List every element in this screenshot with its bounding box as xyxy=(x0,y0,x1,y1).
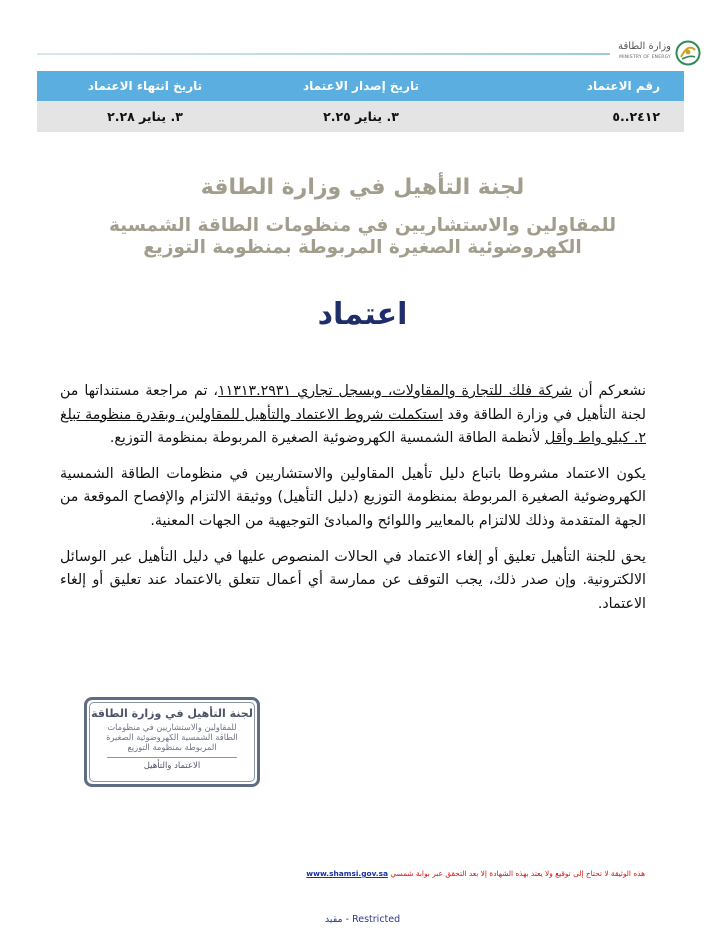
committee-stamp xyxy=(84,697,260,787)
header-accreditation-number: رقم الاعتماد xyxy=(469,71,684,101)
ministry-emblem-icon xyxy=(675,40,701,66)
document-body xyxy=(60,380,646,628)
table-header-row xyxy=(37,71,684,101)
issue-date: ٣. يناير ٢.٢٥ xyxy=(253,101,469,132)
stamp-subtitle: للمقاولين والاستشاريين في منظومات الطاقة الشمسية الكهروضوئية الصغيرة المربوطة بمنظومة التوزيع xyxy=(106,722,238,752)
header-expiry-date: تاريخ انتهاء الاعتماد xyxy=(37,71,253,101)
header-divider xyxy=(37,53,610,55)
paragraph-1 xyxy=(60,380,646,451)
document-title: اعتماد xyxy=(317,297,408,332)
stamp-department: الاعتماد والتأهيل xyxy=(143,761,201,771)
stamp-divider xyxy=(107,757,237,758)
header-issue-date: تاريخ إصدار الاعتماد xyxy=(253,71,469,101)
committee-title: لجنة التأهيل في وزارة الطاقة xyxy=(200,175,525,200)
stamp-title: لجنة التأهيل في وزارة الطاقة xyxy=(91,707,253,720)
accreditation-number: ٢٤١٢..٥ xyxy=(469,101,684,132)
accreditation-info-table xyxy=(37,71,684,132)
ministry-logo xyxy=(591,38,701,68)
p1-text-2: ، تم مراجعة مستنداتها من لجنة التأهيل في وزارة الطاقة وقد xyxy=(60,383,646,423)
shamsi-portal-link[interactable]: www.shamsi.gov.sa xyxy=(306,869,388,878)
ministry-name-ar: وزارة الطاقة xyxy=(618,41,671,52)
classification-label: مقيد - Restricted xyxy=(324,914,401,925)
accreditation-conditions: استكملت شروط الاعتماد والتأهيل للمقاولين، وبقدرة منظومة تبلغ ٢. كيلو واط وأقل xyxy=(60,406,646,447)
paragraph-2: يكون الاعتماد مشروطا باتباع دليل تأهيل المقاولين والاستشاريين في منظومات الطاقة الشمسية الكهروضوئية الصغيرة المربوطة بمنظومة التوزيع (دليل التأهيل) ووثيقة الالتزام والإفصاح الموقعة من الجهة المتقدمة وذلك للالتزام بالمعايير واللوائح والمبادئ التوجيهية من الجهات المعنية. xyxy=(60,465,646,529)
paragraph-3: يحق للجنة التأهيل تعليق أو إلغاء الاعتماد في الحالات المنصوص عليها في دليل التأهيل عبر الوسائل الالكترونية. وإن صدر ذلك، يجب التوقف عن ممارسة أي أعمال تتعلق بالاعتماد عند تعليق أو إلغاء الاعتماد. xyxy=(60,548,646,612)
p1-text-1: نشعركم أن xyxy=(572,383,646,399)
table-row xyxy=(37,101,684,132)
expiry-date: ٣. يناير ٢.٢٨ xyxy=(37,101,253,132)
verification-note xyxy=(306,869,645,878)
p1-text-3: لأنظمة الطاقة الشمسية الكهروضوئية الصغيرة المربوطة بمنظومة التوزيع. xyxy=(109,430,546,447)
verification-text: هذه الوثيقة لا تحتاج إلى توقيع ولا يعتد بهذه الشهادة إلا بعد التحقق عبر بوابة شمسي xyxy=(390,869,645,878)
company-name: شركة فلك للتجارة والمقاولات، وبسجل تجاري ١١٣١٣.٢٩٣١ xyxy=(218,383,573,399)
ministry-name-en: MINISTRY OF ENERGY xyxy=(619,55,671,60)
committee-subtitle: للمقاولين والاستشاريين في منظومات الطاقة الشمسية الكهروضوئية الصغيرة المربوطة بمنظومة التوزيع xyxy=(108,215,617,258)
